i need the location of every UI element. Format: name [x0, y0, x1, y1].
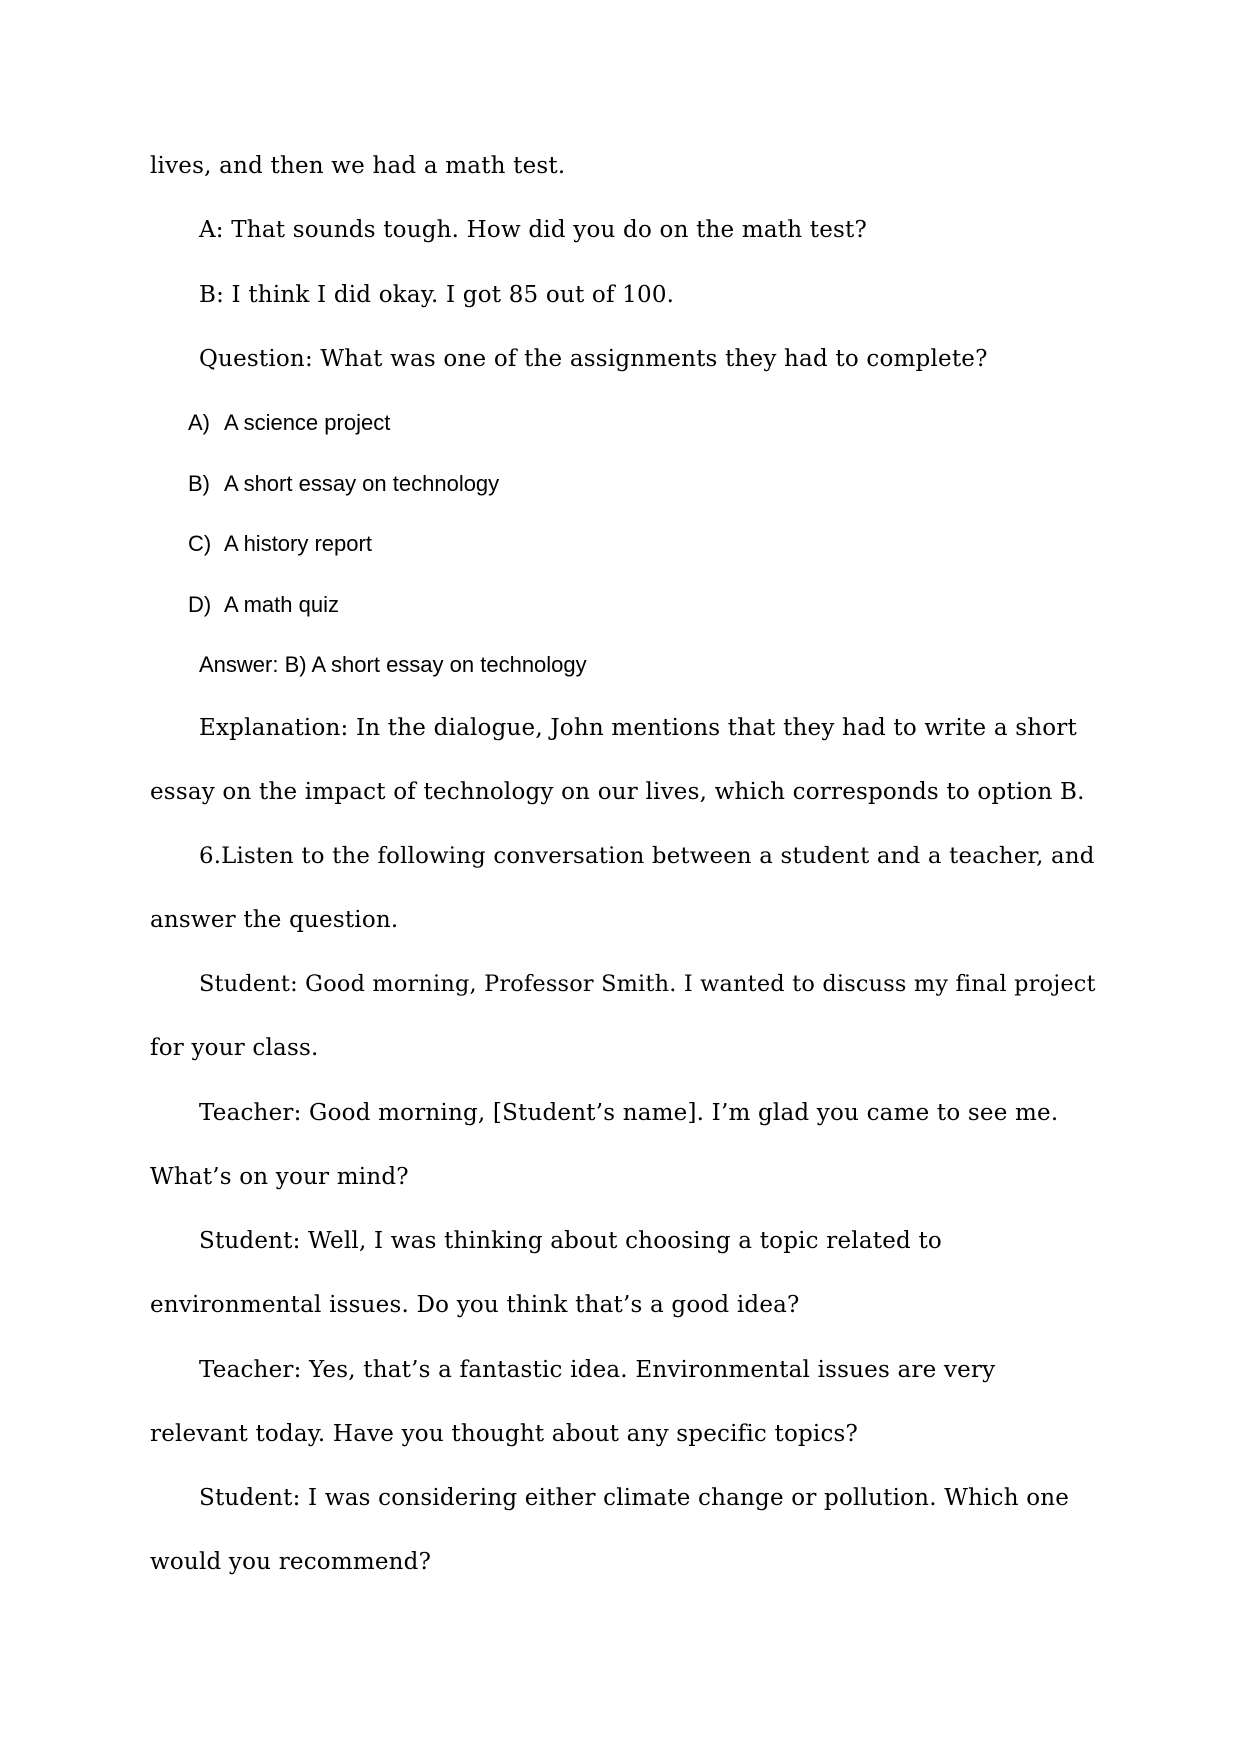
question-text: Question: What was one of the assignments they had to complete?: [199, 346, 988, 372]
dialogue-line-teacher: Teacher: Good morning, [Student’s name]. I’m glad you came to see me.: [199, 1100, 1059, 1126]
dialogue-line-student: Student: I was considering either climate change or pollution. Which one: [199, 1485, 1070, 1511]
dialogue-line-student: environmental issues. Do you think that’s a good idea?: [150, 1292, 800, 1318]
dialogue-line-student: would you recommend?: [150, 1549, 432, 1575]
option-letter: A): [188, 410, 210, 435]
option-text: A science project: [224, 410, 391, 435]
dialogue-line-student: Student: Good morning, Professor Smith. I wanted to discuss my final project: [199, 971, 1096, 997]
explanation-line: Explanation: In the dialogue, John mentions that they had to write a short: [199, 715, 1077, 741]
option-letter: D): [188, 592, 212, 617]
option-b: [188, 468, 499, 500]
option-text: A short essay on technology: [224, 471, 500, 496]
dialogue-line-teacher: Teacher: Yes, that’s a fantastic idea. Environmental issues are very: [199, 1357, 996, 1383]
answer-line: Answer: B) A short essay on technology: [199, 652, 587, 677]
option-text: A history report: [224, 531, 372, 556]
option-letter: C): [188, 531, 212, 556]
dialogue-line-student: for your class.: [150, 1035, 319, 1061]
explanation-line: essay on the impact of technology on our lives, which corresponds to option B.: [150, 779, 1085, 805]
text-line: lives, and then we had a math test.: [150, 153, 566, 179]
dialogue-line-teacher: relevant today. Have you thought about any specific topics?: [150, 1421, 859, 1447]
question-prompt: answer the question.: [150, 907, 399, 933]
option-text: A math quiz: [224, 592, 339, 617]
dialogue-line-a: A: That sounds tough. How did you do on the math test?: [199, 217, 867, 243]
dialogue-line-teacher: What’s on your mind?: [150, 1164, 409, 1190]
option-a: [188, 407, 390, 439]
option-letter: B): [188, 471, 210, 496]
question-prompt: 6.Listen to the following conversation between a student and a teacher, and: [199, 843, 1095, 869]
option-d: [188, 589, 339, 621]
dialogue-line-b: B: I think I did okay. I got 85 out of 100.: [199, 282, 675, 308]
option-c: [188, 528, 372, 560]
dialogue-line-student: Student: Well, I was thinking about choosing a topic related to: [199, 1228, 942, 1254]
